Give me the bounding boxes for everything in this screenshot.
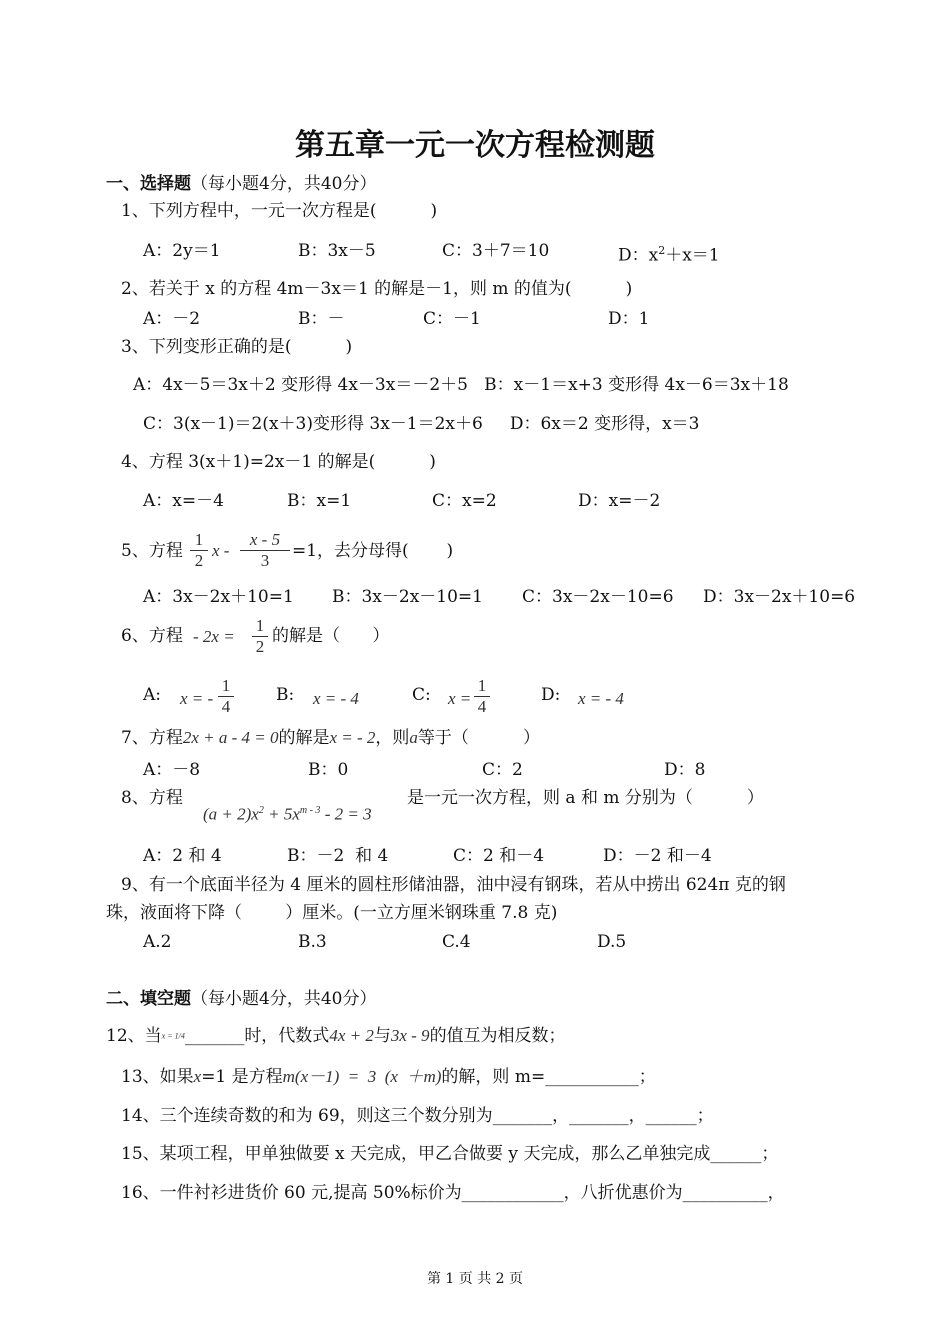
section-2-heading bbox=[106, 988, 376, 1010]
q2-option-a: A：－2 bbox=[143, 309, 201, 329]
q1-option-c: C：3＋7＝10 bbox=[442, 241, 550, 261]
q3-options-line1: A：4x－5＝3x＋2 变形得 4x－3x＝－2＋5 B：x－1＝x+3 变形得 4x－6＝3x＋18 bbox=[133, 375, 789, 395]
q6-a-denominator: 4 bbox=[221, 697, 231, 716]
q8-option-a: A：2 和 4 bbox=[143, 846, 222, 866]
q1-option-b: B：3x－5 bbox=[298, 241, 376, 261]
q7-option-c: C：2 bbox=[482, 760, 523, 780]
q12-blank: _______ bbox=[184, 1026, 245, 1046]
q7-option-b: B：0 bbox=[308, 760, 349, 780]
q6-a-fraction bbox=[218, 676, 234, 717]
q6-c-label: C: bbox=[412, 685, 431, 705]
q5-f1-numerator: 1 bbox=[194, 530, 204, 549]
q8-equation bbox=[203, 800, 372, 826]
q7-stem bbox=[121, 727, 540, 749]
q7-prefix: 7、方程 bbox=[121, 728, 183, 748]
q15-line: 15、某项工程，甲单独做要 x 天完成，甲乙合做要 y 天完成，那么乙单独完成______； bbox=[121, 1144, 779, 1164]
q7-equation: 2x + a - 4 = 0 bbox=[182, 728, 279, 747]
q6-c-denominator: 4 bbox=[477, 697, 487, 716]
q2-option-c: C：－1 bbox=[423, 309, 481, 329]
section-1-note: （每小题4分，共40分） bbox=[191, 174, 377, 194]
q12-expression-1: 4x + 2 bbox=[329, 1026, 374, 1045]
q2-option-d: D：1 bbox=[608, 309, 650, 329]
q1-stem: 1、下列方程中，一元一次方程是( ) bbox=[121, 201, 438, 221]
q7-option-a: A：－8 bbox=[143, 760, 201, 780]
q6-a-expression: x = - bbox=[180, 689, 214, 708]
q4-option-c: C：x=2 bbox=[432, 491, 497, 511]
q5-option-c: C：3x－2x－10=6 bbox=[522, 587, 674, 607]
q6-c-expression: x = bbox=[448, 689, 472, 708]
q5-f2-numerator: x - 5 bbox=[249, 530, 281, 549]
q5-middle: x - bbox=[212, 541, 230, 560]
q1-option-d bbox=[618, 240, 720, 267]
q2-option-b: B：－ bbox=[298, 309, 345, 329]
q12-prefix: 12、当 bbox=[106, 1026, 162, 1046]
q9-option-c: C.4 bbox=[442, 932, 471, 952]
q14-line: 14、三个连续奇数的和为 69，则这三个数分别为_______，_______，______； bbox=[121, 1106, 714, 1126]
q8-exponent-2: 2 bbox=[258, 805, 264, 816]
q7-option-d: D：8 bbox=[664, 760, 706, 780]
q1-option-a: A：2y＝1 bbox=[143, 241, 221, 261]
q13-text-c: 的解，则 m=___________； bbox=[441, 1067, 656, 1087]
q6-a-label: A: bbox=[143, 685, 162, 705]
q8-expr-c: - 2 = 3 bbox=[320, 804, 372, 824]
q1-d-superscript: 2 bbox=[658, 244, 666, 257]
q16-line: 16、一件衬衫进货价 60 元,提高 50%标价为____________，八折优惠价为__________， bbox=[121, 1183, 785, 1203]
q8-option-d: D：－2 和－4 bbox=[603, 846, 712, 866]
q6-d-label: D: bbox=[541, 685, 561, 705]
q5-fraction-half bbox=[190, 530, 208, 571]
q6-numerator: 1 bbox=[255, 616, 265, 635]
q12-middle2: 与 bbox=[373, 1026, 391, 1046]
q9-line2: 珠，液面将下降（ ）厘米。(一立方厘米钢珠重 7.8 克) bbox=[106, 903, 558, 923]
q13-text-a: 13、如果 bbox=[121, 1067, 194, 1087]
q6-b-label: B: bbox=[276, 685, 295, 705]
q5-f2-denominator: 3 bbox=[260, 551, 270, 570]
q3-stem: 3、下列变形正确的是( ) bbox=[121, 337, 353, 357]
q9-option-a: A.2 bbox=[143, 932, 172, 952]
q8-prefix: 8、方程 bbox=[121, 788, 183, 808]
section-2-note: （每小题4分，共40分） bbox=[191, 989, 377, 1009]
q6-expression: - 2x = bbox=[193, 627, 235, 646]
q9-line1: 9、有一个底面半径为 4 厘米的圆柱形储油器，油中浸有钢珠，若从中捞出 624π 克的钢 bbox=[121, 875, 786, 895]
q5-option-b: B：3x－2x－10=1 bbox=[332, 587, 483, 607]
q7-variable: a bbox=[409, 728, 418, 747]
q1-d-suffix: ＋x＝1 bbox=[665, 245, 720, 266]
q6-c-numerator: 1 bbox=[477, 676, 487, 695]
q8-expr-a: (a + 2)x bbox=[203, 804, 259, 824]
q6-fraction bbox=[252, 616, 268, 657]
q4-stem: 4、方程 3(x＋1)=2x－1 的解是( ) bbox=[121, 452, 436, 472]
q12-tiny-equation: x = 1/4 bbox=[161, 1031, 185, 1041]
q13-line bbox=[121, 1066, 656, 1088]
q6-a-numerator: 1 bbox=[221, 676, 231, 695]
q2-stem: 2、若关于 x 的方程 4m－3x＝1 的解是－1，则 m 的值为( ) bbox=[121, 279, 633, 299]
q3-options-line2: C：3(x－1)＝2(x＋3)变形得 3x－1＝2x＋6 D：6x＝2 变形得，x＝3 bbox=[143, 414, 700, 434]
q12-line bbox=[106, 1025, 566, 1048]
q6-prefix: 6、方程 bbox=[121, 626, 183, 646]
q7-middle: 的解是 bbox=[278, 728, 330, 748]
q6-d-expression: x = - 4 bbox=[578, 689, 624, 708]
q5-fraction-x-minus-5 bbox=[240, 530, 290, 571]
q9-option-d: D.5 bbox=[597, 932, 627, 952]
q13-equation: m(x－1) = 3 (x ＋m) bbox=[282, 1067, 442, 1086]
q8-option-b: B：－2 和 4 bbox=[287, 846, 389, 866]
q7-solution: x = - 2 bbox=[329, 728, 376, 747]
q13-x: x bbox=[193, 1067, 202, 1086]
q7-middle2: ，则 bbox=[375, 728, 410, 748]
q8-expr-b: + 5x bbox=[263, 804, 300, 824]
q4-option-b: B：x=1 bbox=[287, 491, 352, 511]
q4-option-a: A：x=－4 bbox=[143, 491, 224, 511]
q8-option-c: C：2 和－4 bbox=[453, 846, 545, 866]
section-2-title: 二、填空题 bbox=[106, 989, 191, 1009]
q12-expression-2: 3x - 9 bbox=[390, 1026, 430, 1045]
section-1-title: 一、选择题 bbox=[106, 174, 191, 194]
q8-exponent-m-3: m - 3 bbox=[299, 805, 321, 816]
section-1-heading bbox=[106, 173, 376, 195]
q6-denominator: 2 bbox=[255, 637, 265, 656]
q6-b-expression: x = - 4 bbox=[313, 689, 359, 708]
q9-option-b: B.3 bbox=[298, 932, 327, 952]
q13-text-b: =1 是方程 bbox=[201, 1067, 283, 1087]
page-footer: 第 1 页 共 2 页 bbox=[426, 1271, 524, 1287]
q1-d-prefix: D：x bbox=[618, 245, 659, 266]
q5-suffix: =1，去分母得( ) bbox=[292, 541, 454, 561]
q7-suffix: 等于（ ） bbox=[417, 728, 540, 748]
q5-option-d: D：3x－2x＋10=6 bbox=[703, 587, 856, 607]
q5-prefix: 5、方程 bbox=[121, 541, 183, 561]
q5-f1-denominator: 2 bbox=[194, 551, 204, 570]
q4-option-d: D：x=－2 bbox=[578, 491, 661, 511]
page-title: 第五章一元一次方程检测题 bbox=[295, 128, 655, 163]
q8-suffix: 是一元一次方程，则 a 和 m 分别为（ ） bbox=[407, 788, 764, 808]
q6-suffix: 的解是（ ） bbox=[272, 626, 390, 646]
q5-option-a: A：3x－2x＋10=1 bbox=[143, 587, 294, 607]
q12-suffix: 的值互为相反数； bbox=[429, 1026, 566, 1046]
q6-c-fraction bbox=[474, 676, 490, 717]
q12-middle: 时，代数式 bbox=[244, 1026, 330, 1046]
